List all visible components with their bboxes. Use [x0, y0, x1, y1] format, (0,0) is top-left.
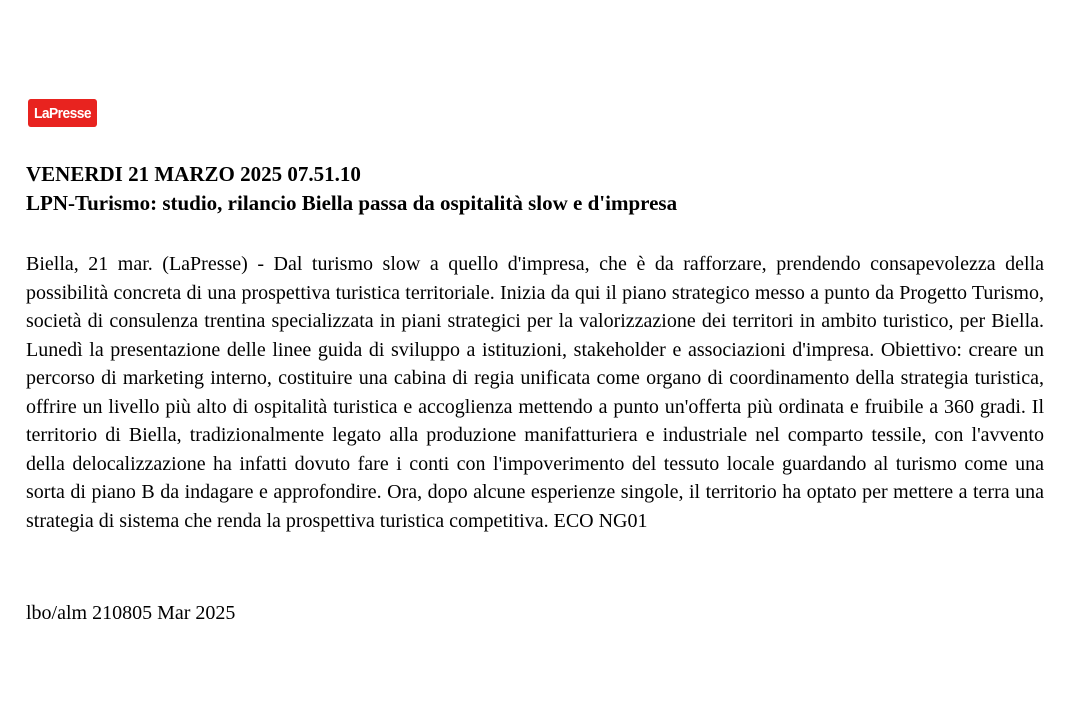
- article-body: Biella, 21 mar. (LaPresse) - Dal turismo slow a quello d'impresa, che è da rafforzare, prendendo consapevolezza della possibilità concreta di una prospettiva turistica territoriale. Inizia da qui il piano strategico messo a punto da Progetto Turismo, società di consulenza trentina specializzata in piani strategici per la valorizzazione dei territori in ambito turistico, per Biella. Lunedì la presentazione delle linee guida di sviluppo a istituzioni, stakeholder e associazioni d'impresa. Obiettivo: creare un percorso di marketing interno, costituire una cabina di regia unificata come organo di coordinamento della strategia turistica, offrire un livello più alto di ospitalità turistica e accoglienza mettendo a punto un'offerta più ordinata e fruibile a 360 gradi. Il territorio di Biella, tradizionalmente legato alla produzione manifatturiera e industriale nel comparto tessile, con l'avvento della delocalizzazione ha infatti dovuto fare i conti con l'impoverimento del tessuto locale guardando al turismo come una sorta di piano B da indagare e approfondire. Ora, dopo alcune esperienze singole, il territorio ha optato per mettere a terra una strategia di sistema che renda la prospettiva turistica competitiva. ECO NG01: [26, 253, 1044, 532]
- lapresse-logo-text: LaPresse: [34, 104, 91, 122]
- article-date-line: VENERDI 21 MARZO 2025 07.51.10: [26, 162, 361, 186]
- article-signature: lbo/alm 210805 Mar 2025: [26, 602, 236, 624]
- article-headline: LPN-Turismo: studio, rilancio Biella passa da ospitalità slow e d'impresa: [26, 191, 678, 215]
- lapresse-logo: [28, 99, 97, 127]
